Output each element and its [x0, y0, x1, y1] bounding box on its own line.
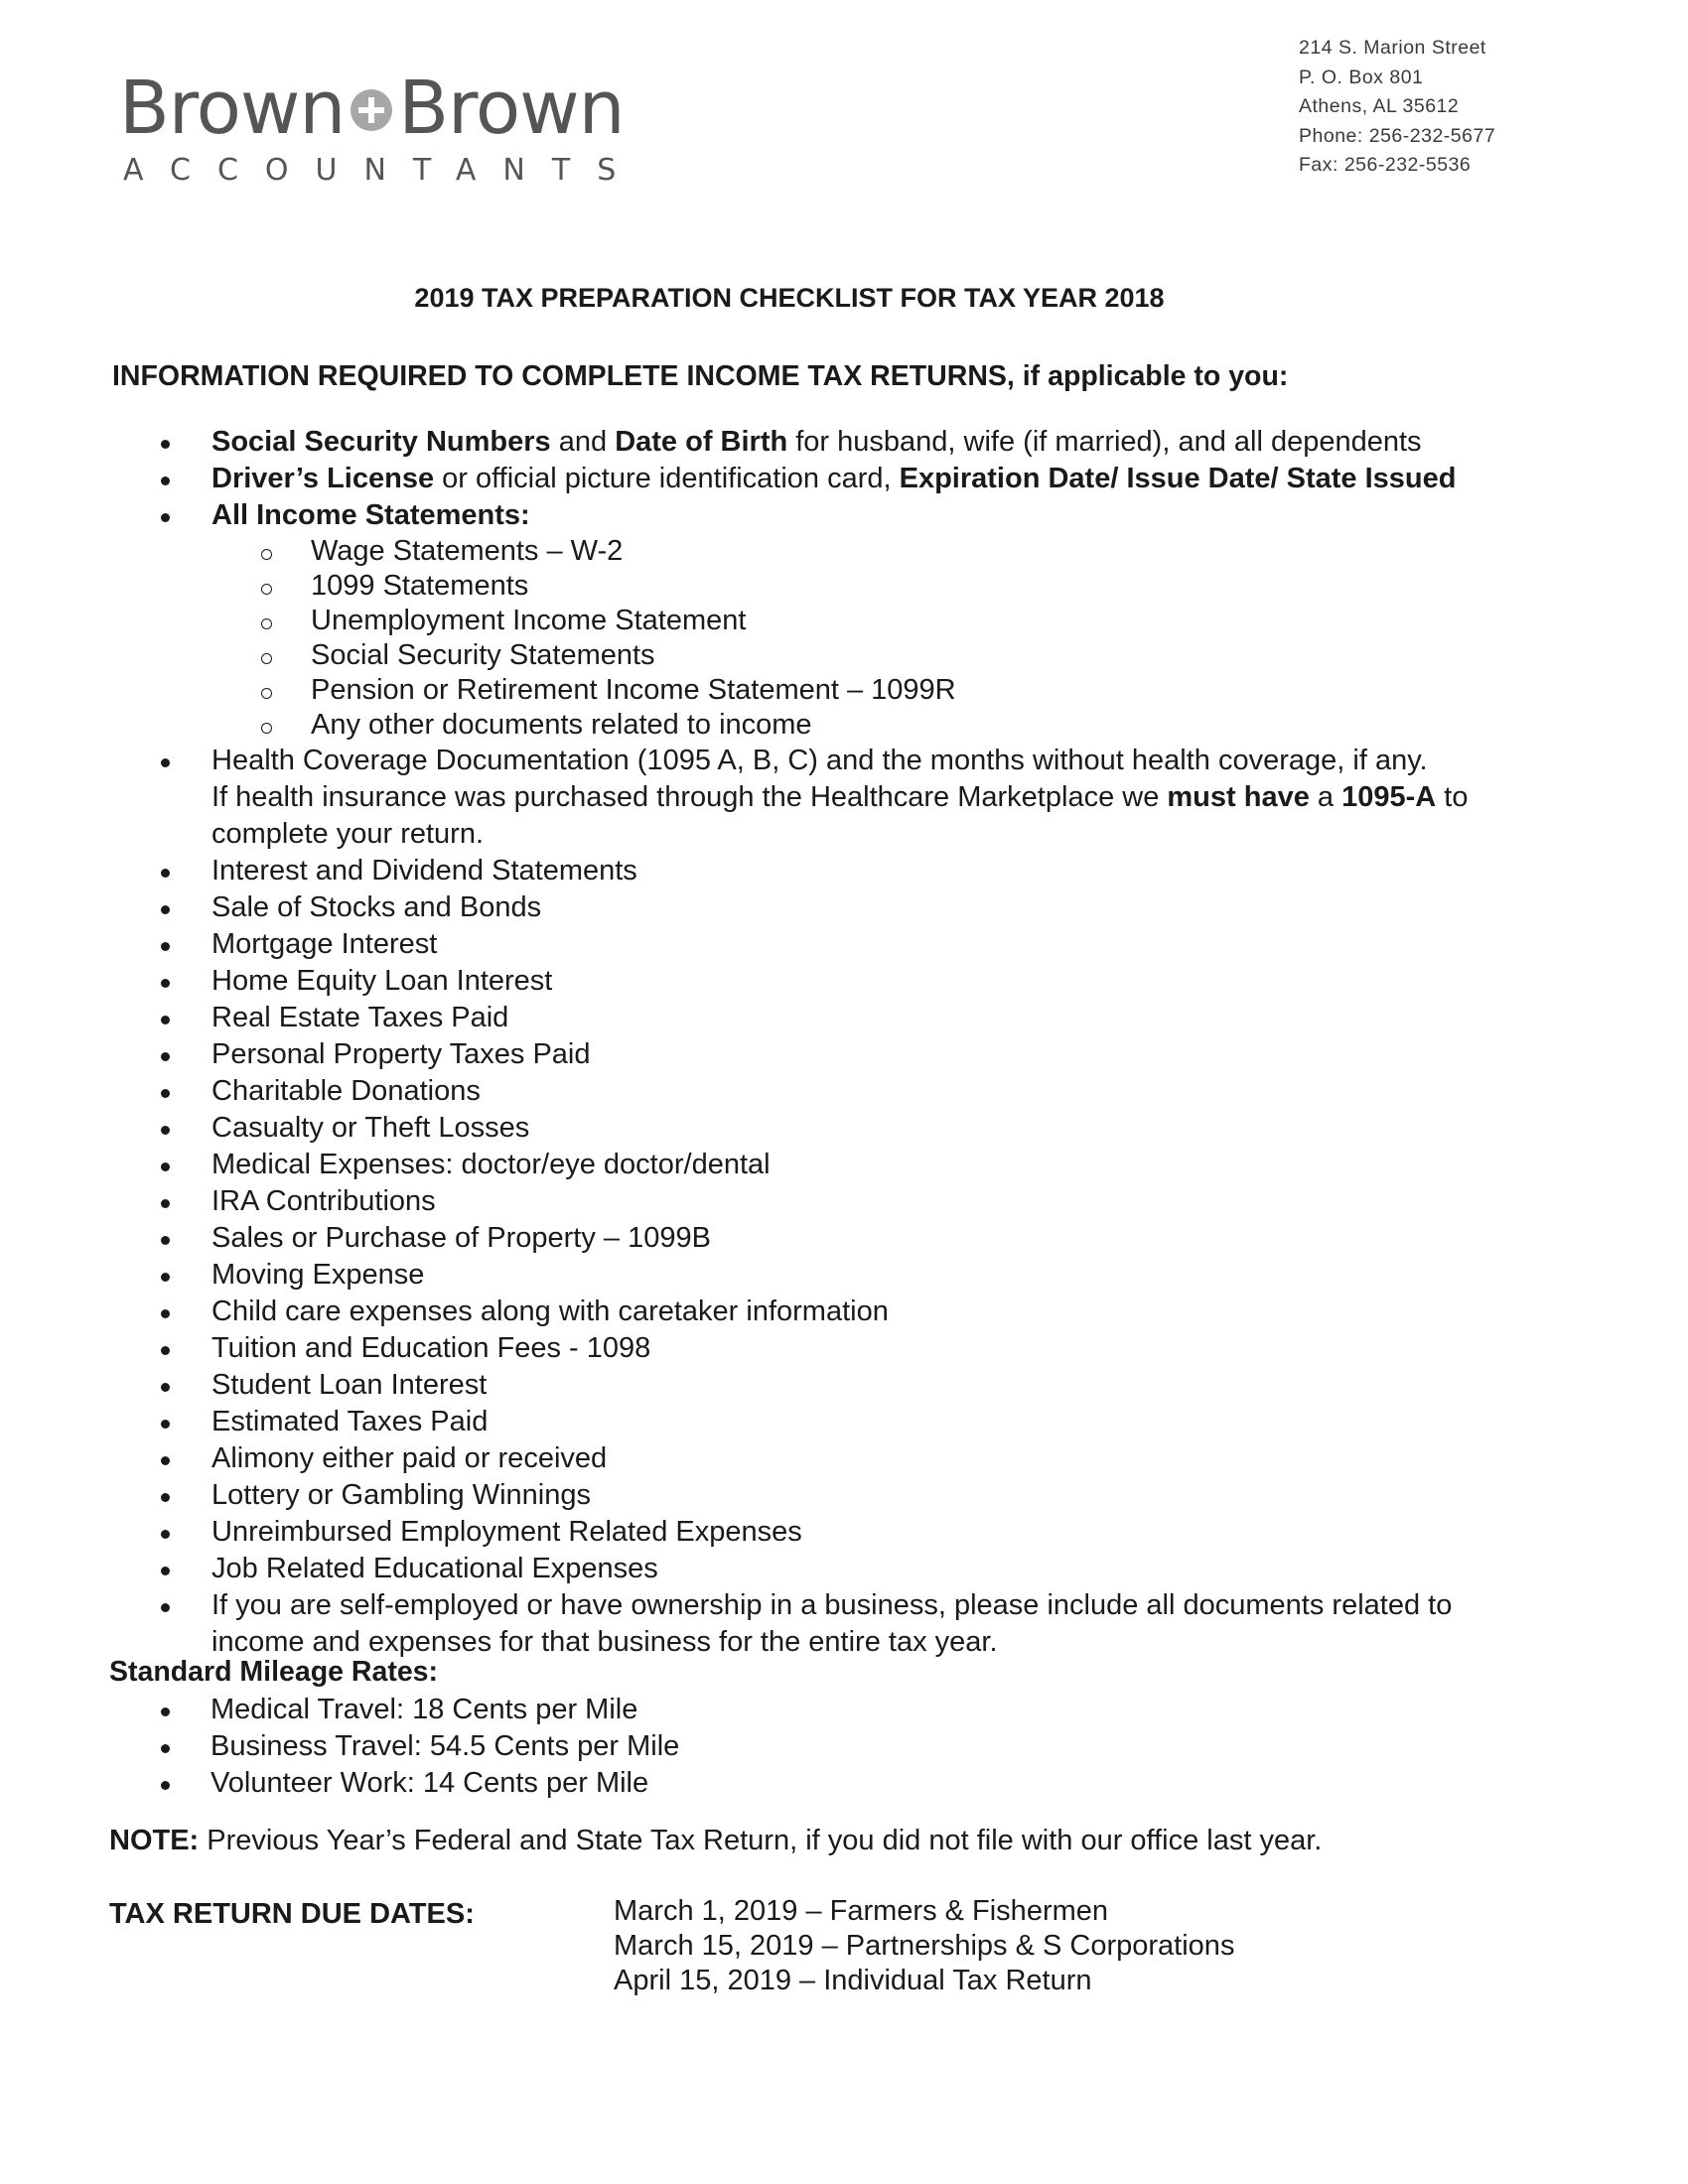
note-text: Previous Year’s Federal and State Tax Return, if you did not file with our office last year. — [199, 1825, 1323, 1856]
item-text: Health Coverage Documentation (1095 A, B, C) and the months without health coverage, if any. — [211, 745, 1428, 776]
sublist-item — [211, 569, 1628, 604]
item-text: Alimony either paid or received — [211, 1442, 608, 1474]
bullet-icon — [161, 1089, 170, 1098]
list-item — [0, 1477, 1628, 1514]
address-fax: Fax: 256-232-5536 — [1299, 154, 1472, 176]
sublist-item — [211, 638, 1628, 673]
item-text: complete your return. — [211, 818, 485, 850]
item-text: Charitable Donations — [211, 1075, 481, 1107]
item-text: Business Travel: 54.5 Cents per Mile — [211, 1730, 680, 1762]
item-text: Real Estate Taxes Paid — [211, 1002, 509, 1033]
list-item — [0, 1404, 1628, 1440]
sublist-item — [211, 708, 1628, 743]
bullet-icon — [161, 1346, 170, 1355]
due-date-item: March 15, 2019 – Partnerships & S Corporations — [614, 1930, 1235, 1962]
item-text: Casualty or Theft Losses — [211, 1112, 530, 1144]
logo-name-left: Brown — [119, 66, 346, 151]
item-text: 1099 Statements — [311, 570, 529, 602]
list-item — [0, 1367, 1628, 1404]
list-item — [0, 424, 1628, 461]
list-item — [0, 963, 1628, 1000]
sublist-item — [211, 534, 1628, 569]
section-heading-main: INFORMATION REQUIRED TO COMPLETE INCOME TAX RETURNS, — [112, 360, 1015, 392]
bullet-icon — [161, 477, 170, 485]
address-street: 214 S. Marion Street — [1299, 37, 1486, 59]
bullet-icon — [161, 979, 170, 988]
due-date-item: March 1, 2019 – Farmers & Fishermen — [614, 1895, 1109, 1927]
company-address — [1299, 34, 1495, 181]
due-dates-list — [614, 1894, 1234, 1998]
list-item — [0, 853, 1628, 889]
item-text: for husband, wife (if married), and all dependents — [787, 426, 1422, 458]
note — [109, 1825, 1322, 1857]
item-text: Wage Statements – W-2 — [311, 535, 624, 567]
bullet-icon — [161, 1744, 170, 1753]
bullet-icon — [161, 1456, 170, 1465]
list-item — [0, 1183, 1628, 1220]
bullet-icon — [161, 1273, 170, 1282]
list-item — [0, 1728, 679, 1765]
item-text: Child care expenses along with caretaker information — [211, 1296, 889, 1327]
item-text: If health insurance was purchased through the Healthcare Marketplace we — [211, 781, 1168, 813]
section-heading-tail: if applicable to you: — [1014, 360, 1289, 392]
item-text: Moving Expense — [211, 1259, 425, 1291]
item-bold: must have — [1167, 781, 1310, 813]
bullet-icon — [161, 1126, 170, 1135]
bullet-icon — [161, 942, 170, 951]
checklist — [0, 424, 1628, 1661]
item-text: Student Loan Interest — [211, 1369, 488, 1401]
company-logo — [119, 66, 643, 188]
item-text: Sale of Stocks and Bonds — [211, 891, 542, 923]
bullet-icon — [161, 1567, 170, 1575]
item-text: Lottery or Gambling Winnings — [211, 1479, 591, 1511]
item-text: If you are self-employed or have ownership in a business, please include all documents related to — [211, 1589, 1453, 1621]
circle-bullet-icon — [261, 723, 272, 734]
mileage-heading: Standard Mileage Rates: — [109, 1656, 439, 1688]
item-text: and — [550, 426, 616, 458]
item-text: Interest and Dividend Statements — [211, 855, 637, 887]
list-item — [0, 1147, 1628, 1183]
bullet-icon — [161, 513, 170, 522]
list-item — [0, 743, 1628, 853]
circle-bullet-icon — [261, 653, 272, 664]
item-text: Social Security Statements — [311, 639, 655, 671]
bullet-icon — [161, 1603, 170, 1612]
item-text: Any other documents related to income — [311, 709, 812, 741]
bullet-icon — [161, 1309, 170, 1318]
item-text: IRA Contributions — [211, 1185, 436, 1217]
item-bold: Expiration Date/ Issue Date/ State Issued — [899, 463, 1457, 494]
due-dates-label: TAX RETURN DUE DATES: — [109, 1898, 475, 1930]
bullet-icon — [161, 1781, 170, 1790]
item-text: Estimated Taxes Paid — [211, 1406, 489, 1437]
list-item — [0, 1765, 679, 1802]
list-item — [0, 1073, 1628, 1110]
list-item — [0, 1220, 1628, 1257]
item-text: Sales or Purchase of Property – 1099B — [211, 1222, 711, 1254]
item-text: Job Related Educational Expenses — [211, 1553, 658, 1584]
bullet-icon — [161, 1052, 170, 1061]
item-text: Personal Property Taxes Paid — [211, 1038, 591, 1070]
circle-bullet-icon — [261, 584, 272, 595]
list-item — [0, 889, 1628, 926]
list-item — [0, 1110, 1628, 1147]
list-item — [0, 1036, 1628, 1073]
sublist-item — [211, 673, 1628, 708]
item-bold: All Income Statements: — [211, 499, 530, 531]
bullet-icon — [161, 1016, 170, 1024]
plus-circle-icon — [351, 89, 392, 131]
due-date-item: April 15, 2019 – Individual Tax Return — [614, 1965, 1092, 1996]
item-bold: Driver’s License — [211, 463, 435, 494]
sublist-item — [211, 604, 1628, 638]
list-item — [0, 461, 1628, 497]
address-city: Athens, AL 35612 — [1299, 95, 1460, 117]
document-title: 2019 TAX PREPARATION CHECKLIST FOR TAX YEAR 2018 — [414, 283, 1165, 313]
bullet-icon — [161, 1530, 170, 1539]
address-phone: Phone: 256-232-5677 — [1299, 124, 1496, 147]
item-bold: 1095-A — [1341, 781, 1437, 813]
logo-wordmark — [119, 66, 642, 151]
list-item — [0, 1551, 1628, 1587]
mileage-list — [0, 1692, 679, 1802]
income-sublist — [211, 534, 1628, 743]
bullet-icon — [161, 1199, 170, 1208]
list-item — [0, 1330, 1628, 1367]
item-text: to — [1436, 781, 1469, 813]
section-heading — [112, 360, 1288, 393]
bullet-icon — [161, 869, 170, 878]
address-po-box: P. O. Box 801 — [1299, 66, 1424, 88]
list-item — [0, 1440, 1628, 1477]
item-bold: Social Security Numbers — [211, 426, 551, 458]
logo-subtitle: ACCOUNTANTS — [123, 153, 643, 188]
item-text: or official picture identification card, — [434, 463, 900, 494]
circle-bullet-icon — [261, 618, 272, 629]
item-bold: Date of Birth — [615, 426, 788, 458]
item-text: Tuition and Education Fees - 1098 — [211, 1332, 651, 1364]
bullet-icon — [161, 758, 170, 767]
list-item — [0, 1514, 1628, 1551]
item-text: Medical Expenses: doctor/eye doctor/dental — [211, 1149, 771, 1180]
item-text: Home Equity Loan Interest — [211, 965, 553, 997]
list-item — [0, 1000, 1628, 1036]
item-text: a — [1309, 781, 1342, 813]
item-text: income and expenses for that business for the entire tax year. — [211, 1626, 998, 1658]
bullet-icon — [161, 1420, 170, 1429]
bullet-icon — [161, 1707, 170, 1716]
bullet-icon — [161, 440, 170, 449]
item-text: Unemployment Income Statement — [311, 605, 747, 636]
item-text: Medical Travel: 18 Cents per Mile — [211, 1694, 638, 1725]
list-item — [0, 1257, 1628, 1294]
list-item — [0, 1294, 1628, 1330]
circle-bullet-icon — [261, 688, 272, 699]
item-text: Volunteer Work: 14 Cents per Mile — [211, 1767, 649, 1799]
logo-name-right: Brown — [398, 66, 625, 151]
circle-bullet-icon — [261, 549, 272, 560]
list-item — [0, 497, 1628, 743]
bullet-icon — [161, 1493, 170, 1502]
item-text: Pension or Retirement Income Statement – 1099R — [311, 674, 956, 706]
bullet-icon — [161, 1383, 170, 1392]
bullet-icon — [161, 905, 170, 914]
bullet-icon — [161, 1236, 170, 1245]
bullet-icon — [161, 1162, 170, 1171]
list-item — [0, 1587, 1628, 1661]
item-text: Mortgage Interest — [211, 928, 438, 960]
list-item — [0, 1692, 679, 1728]
item-text: Unreimbursed Employment Related Expenses — [211, 1516, 802, 1548]
note-label: NOTE: — [109, 1825, 200, 1856]
list-item — [0, 926, 1628, 963]
